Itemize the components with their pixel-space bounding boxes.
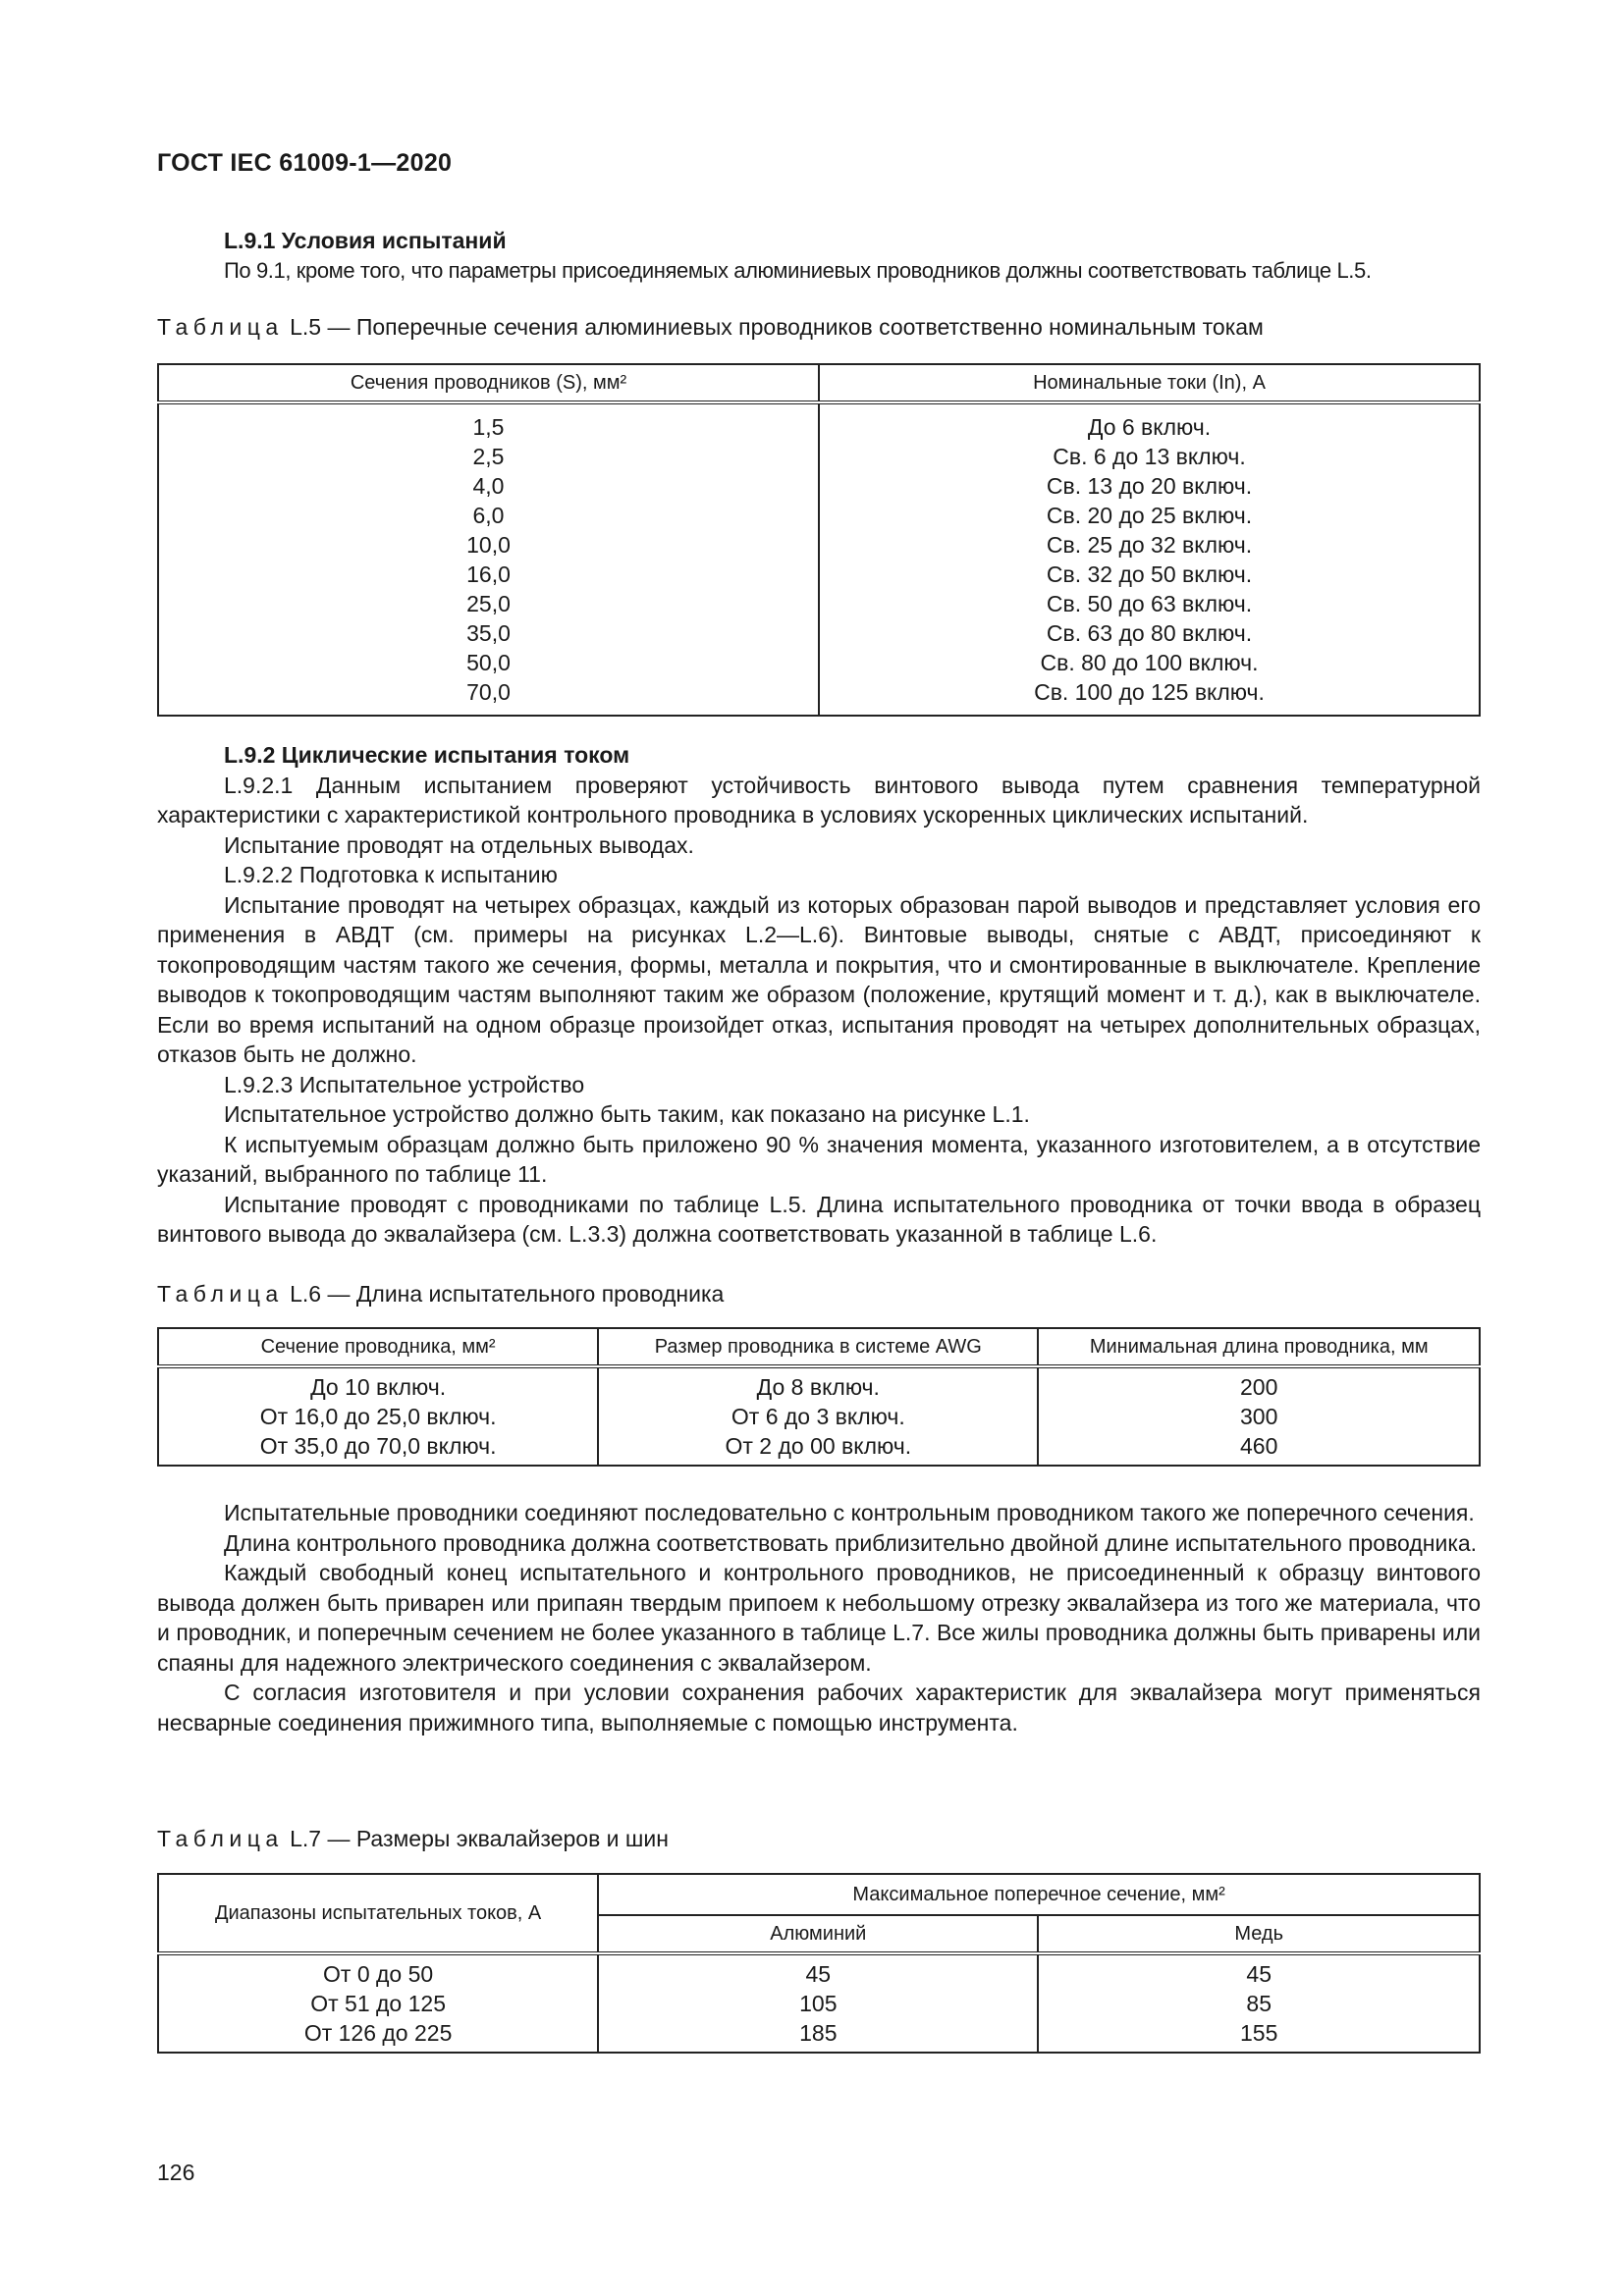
cell-value: Св. 25 до 32 включ. [1046,532,1253,558]
table-caption-text: L.6 — Длина испытательного проводника [283,1281,725,1307]
document-header: ГОСТ IEC 61009-1—2020 [157,149,453,177]
cell-value: От 2 до 00 включ. [725,1433,912,1459]
cell-value: 45 [1246,1961,1272,1987]
table-cell-col2 [819,402,1480,716]
table-header-cell: Медь [1038,1915,1480,1953]
table-cell-col2 [598,1953,1038,2053]
paragraph: Каждый свободный конец испытательного и контрольного проводников, не присоединенный к образцу винтового вывода должен быть приварен или припаян твердым припоем к небольшому отрезку эквалайзера из того же материала, что и проводник, и поперечным сечением не более указанного в таблице L.7. Все жилы проводника должны быть приварены или спаяны для надежного электрического соединения с эквалайзером. [157,1560,1481,1676]
paragraph: К испытуемым образцам должно быть приложено 90 % значения момента, указанного изготовителем, а в отсутствие указаний, выбранного по таблице 11. [157,1131,1481,1187]
table-l7-grid [157,1873,1481,2054]
table-header-cell: Максимальное поперечное сечение, мм² [598,1874,1480,1915]
table-l5 [157,363,1481,717]
cell-value: 35,0 [466,620,511,646]
table-l6-grid [157,1327,1481,1467]
table-caption-label: Таблица [157,1281,284,1307]
cell-value: 185 [799,2020,838,2046]
cell-value: Св. 100 до 125 включ. [1034,679,1265,705]
table-header-cell: Алюминий [598,1915,1038,1953]
cell-value: Св. 80 до 100 включ. [1040,650,1259,675]
paragraph: Испытание проводят на отдельных выводах. [224,831,694,858]
cell-value: До 10 включ. [310,1374,447,1400]
table-cell-col1 [158,402,819,716]
cell-value: От 0 до 50 [323,1961,434,1987]
table-cell-col3 [1038,1953,1480,2053]
cell-value: 460 [1240,1433,1278,1459]
section-l92 [157,740,1481,1250]
table-l5-grid [157,363,1481,717]
table-header-row [158,364,1480,402]
cell-value: 2,5 [472,444,505,469]
cell-value: 300 [1240,1404,1278,1429]
table-header-row [158,1874,1480,1915]
cell-value: Св. 20 до 25 включ. [1046,503,1253,528]
cell-value: 45 [805,1961,832,1987]
paragraph: L.9.2.3 Испытательное устройство [224,1071,585,1097]
paragraph: Испытательное устройство должно быть таким, как показано на рисунке L.1. [224,1101,1030,1127]
table-header-cell: Номинальные токи (In), A [819,364,1480,402]
cell-value: 155 [1240,2020,1278,2046]
cell-value: 4,0 [472,473,505,499]
page-number: 126 [157,2160,195,2185]
cell-value: Св. 13 до 20 включ. [1046,473,1253,499]
table-caption-label: Таблица [157,314,284,340]
table-caption-l5 [157,312,1481,342]
cell-value: От 51 до 125 [310,1991,446,2016]
cell-value: 105 [799,1991,838,2016]
table-header-cell: Диапазоны испытательных токов, A [158,1874,598,1953]
section-after-l6 [157,1498,1481,1737]
table-cell-col1 [158,1366,598,1466]
table-row [158,1366,1480,1466]
section-l91 [157,226,1481,286]
table-header-cell: Размер проводника в системе AWG [598,1328,1038,1366]
table-row [158,1953,1480,2053]
table-header-cell: Сечения проводников (S), мм² [158,364,819,402]
cell-value: До 6 включ. [1087,414,1212,440]
table-cell-col1 [158,1953,598,2053]
section-title-l92: L.9.2 Циклические испытания током [224,742,630,768]
cell-value: Св. 50 до 63 включ. [1046,591,1253,616]
cell-value: 25,0 [466,591,511,616]
table-caption-label: Таблица [157,1826,284,1851]
cell-value: 85 [1246,1991,1272,2016]
cell-value: 6,0 [472,503,505,528]
paragraph: Испытание проводят с проводниками по таблице L.5. Длина испытательного проводника от точки ввода в образец винтового вывода до эквалайзера (см. L.3.3) должна соответствовать указанной в таблице L.6. [157,1191,1481,1247]
table-cell-col3 [1038,1366,1480,1466]
paragraph: С согласия изготовителя и при условии сохранения рабочих характеристик для эквалайзера могут применяться несварные соединения прижимного типа, выполняемые с помощью инструмента. [157,1680,1481,1735]
cell-value: 70,0 [466,679,511,705]
cell-value: От 16,0 до 25,0 включ. [259,1404,497,1429]
cell-value: Св. 32 до 50 включ. [1046,561,1253,587]
section-title-l91: L.9.1 Условия испытаний [224,228,507,253]
paragraph: L.9.2.1 Данным испытанием проверяют устойчивость винтового вывода путем сравнения температурной характеристики с характеристикой контрольного проводника в условиях ускоренных циклических испытаний. [157,772,1481,828]
table-caption-text: L.7 — Размеры эквалайзеров и шин [283,1826,669,1851]
cell-value: 10,0 [466,532,511,558]
cell-value: 16,0 [466,561,511,587]
table-caption-text: L.5 — Поперечные сечения алюминиевых проводников соответственно номинальным токам [283,314,1264,340]
cell-value: От 6 до 3 включ. [731,1404,905,1429]
table-l6 [157,1327,1481,1467]
cell-value: От 35,0 до 70,0 включ. [259,1433,497,1459]
table-header-row [158,1328,1480,1366]
cell-value: 200 [1240,1374,1278,1400]
cell-value: 50,0 [466,650,511,675]
paragraph: Испытательные проводники соединяют последовательно с контрольным проводником такого же поперечного сечения. [224,1500,1475,1525]
table-header-cell: Сечение проводника, мм² [158,1328,598,1366]
table-l7 [157,1873,1481,2054]
table-row [158,402,1480,716]
cell-value: До 8 включ. [756,1374,880,1400]
table-caption-l6 [157,1279,1481,1308]
table-caption-l7 [157,1824,1481,1853]
paragraph: Длина контрольного проводника должна соответствовать приблизительно двойной длине испытательного проводника. [224,1529,1478,1556]
cell-value: Св. 6 до 13 включ. [1053,444,1246,469]
paragraph-l91: По 9.1, кроме того, что параметры присоединяемых алюминиевых проводников должны соответствовать таблице L.5. [224,257,1372,283]
cell-value: От 126 до 225 [303,2020,453,2046]
paragraph: Испытание проводят на четырех образцах, каждый из которых образован парой выводов и представляет условия его применения в АВДТ (см. примеры на рисунках L.2—L.6). Винтовые выводы, снятые с АВДТ, присоединяют к токопроводящим частям такого же сечения, формы, металла и покрытия, что и смонтированные в выключателе. Крепление выводов к токопроводящим частям выполняют таким же образом (положение, крутящий момент и т. д.), как в выключателе. Если во время испытаний на одном образце произойдет отказ, испытания проводят на четырех дополнительных образцах, отказов быть не должно. [157,891,1481,1067]
cell-value: 1,5 [472,414,505,440]
table-header-cell: Минимальная длина проводника, мм [1038,1328,1480,1366]
paragraph: L.9.2.2 Подготовка к испытанию [224,862,558,887]
table-cell-col2 [598,1366,1038,1466]
cell-value: Св. 63 до 80 включ. [1046,620,1253,646]
